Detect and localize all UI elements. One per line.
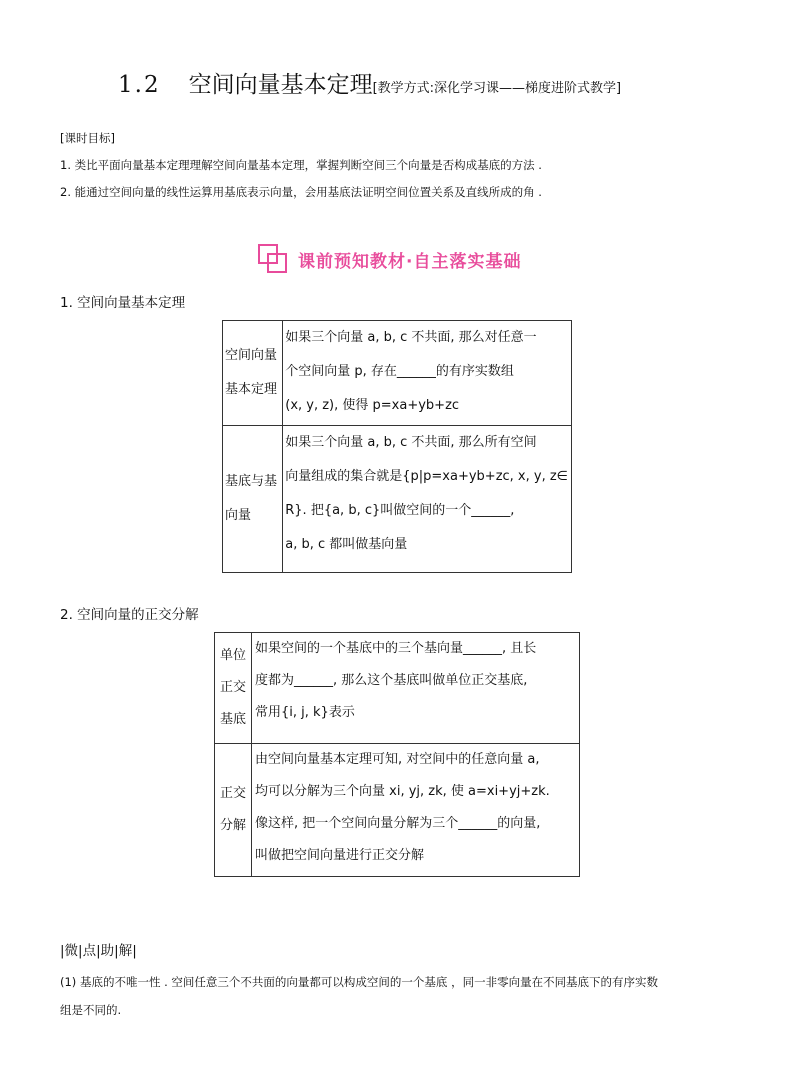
orthogonal-decomposition-table <box>214 632 580 877</box>
section2-heading: 2. 空间向量的正交分解 <box>60 607 199 623</box>
row-label-line: 分解 <box>219 818 246 833</box>
row-content <box>283 321 572 426</box>
page-title: 空间向量基本定理 <box>188 72 373 98</box>
row-label-line: 正交 <box>219 680 246 695</box>
row-content <box>252 744 580 877</box>
row-label <box>215 633 252 744</box>
goals-heading: [课时目标] <box>60 131 115 145</box>
row-label-line: 向量 <box>225 508 252 523</box>
basic-theorem-table <box>222 320 572 573</box>
table-row <box>215 744 580 877</box>
content-line: 叫做把空间向量进行正交分解 <box>255 848 425 863</box>
content-line: 均可以分解为三个向量 xi, yj, zk, 使 a=xi+yj+zk. <box>255 784 550 799</box>
row-label <box>223 426 283 573</box>
goal-item-1: 1. 类比平面向量基本定理理解空间向量基本定理，掌握判断空间三个向量是否构成基底的方法 . <box>60 158 542 172</box>
section-number: 1.2 <box>118 72 161 98</box>
teaching-mode-subtitle: [教学方式:深化学习课——梯度进阶式教学] <box>372 81 622 96</box>
two-squares-icon <box>256 242 290 276</box>
banner-text: 课前预知教材·自主落实基础 <box>298 251 522 272</box>
section-banner <box>256 242 521 276</box>
table-row <box>223 321 572 426</box>
section1-heading: 1. 空间向量基本定理 <box>60 295 186 311</box>
tip-line: (1) 基底的不唯一性 . 空间任意三个不共面的向量都可以构成空间的一个基底 ，同一非零向量在不同基底下的有序实数 <box>60 975 659 989</box>
content-line: 常用{i, j, k}表示 <box>255 705 355 720</box>
row-label-line: 正交 <box>219 786 246 801</box>
lesson-title <box>118 66 621 99</box>
content-line: 由空间向量基本定理可知, 对空间中的任意向量 a, <box>255 752 540 767</box>
row-label <box>215 744 252 877</box>
row-label-line: 基底与基 <box>225 474 278 489</box>
content-line: 如果三个向量 a, b, c 不共面, 那么所有空间 <box>285 435 537 450</box>
table-row <box>215 633 580 744</box>
content-line: 度都为______, 那么这个基底叫做单位正交基底, <box>255 673 528 688</box>
row-content <box>283 426 572 573</box>
content-line: (x, y, z), 使得 p=xa+yb+zc <box>285 398 460 413</box>
content-line: R}. 把{a, b, c}叫做空间的一个______, <box>285 503 515 518</box>
row-label-line: 基本定理 <box>225 382 278 397</box>
row-label-line: 单位 <box>219 648 246 663</box>
content-line: a, b, c 都叫做基向量 <box>285 537 408 552</box>
content-line: 向量组成的集合就是{p|p=xa+yb+zc, x, y, z∈ <box>285 469 568 484</box>
content-line: 像这样, 把一个空间向量分解为三个______的向量, <box>255 816 541 831</box>
row-content <box>252 633 580 744</box>
table-row <box>223 426 572 573</box>
goal-item-2: 2. 能通过空间向量的线性运算用基底表示向量，会用基底法证明空间位置关系及直线所成的角 . <box>60 185 542 199</box>
content-line: 如果空间的一个基底中的三个基向量______, 且长 <box>255 641 537 656</box>
row-label <box>223 321 283 426</box>
row-label-line: 空间向量 <box>225 348 278 363</box>
content-line: 如果三个向量 a, b, c 不共面, 那么对任意一 <box>285 330 537 345</box>
content-line: 个空间向量 p, 存在______的有序实数组 <box>285 364 514 379</box>
tip-heading: |微|点|助|解| <box>60 943 137 959</box>
tip-line: 组是不同的. <box>60 1003 122 1017</box>
row-label-line: 基底 <box>219 712 246 727</box>
